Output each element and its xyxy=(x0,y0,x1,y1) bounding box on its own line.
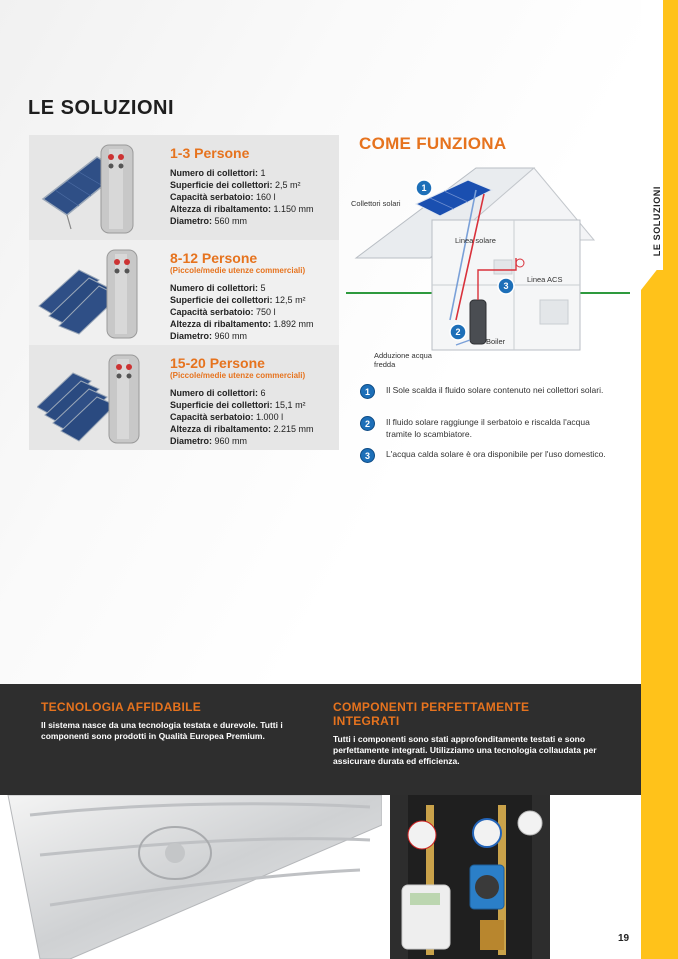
product-text xyxy=(170,355,340,447)
spec-row xyxy=(170,203,340,215)
spec-row xyxy=(170,435,340,447)
spec-label: Diametro: xyxy=(170,436,213,446)
feature-reliable xyxy=(41,700,301,742)
spec-value: 160 l xyxy=(256,192,276,202)
spec-value: 12,5 m² xyxy=(275,295,306,305)
spec-label: Diametro: xyxy=(170,216,213,226)
feature-text: Tutti i componenti sono stati approfonditamente testati e sono perfettamente integrati. Utilizziamo una tecnologia collaudata per assicurare durata ed efficienza. xyxy=(333,734,597,766)
label-linea-acs: Linea ACS xyxy=(527,275,563,284)
spec-value: 1 xyxy=(260,168,266,178)
step-item xyxy=(360,416,630,448)
spec-value: 15,1 m² xyxy=(275,400,306,410)
features-band xyxy=(0,684,641,795)
page-title: LE SOLUZIONI xyxy=(28,97,174,119)
label-collettori: Collettori solari xyxy=(351,199,401,208)
step-text: Il fluido solare raggiunge il serbatoio e riscalda l'acqua tramite lo scambiatore. xyxy=(386,417,590,439)
spec-value: 5 xyxy=(260,283,266,293)
spec-value: 2.215 mm xyxy=(273,424,314,434)
spec-label: Superficie dei collettori: xyxy=(170,400,273,410)
pump-station-photo xyxy=(390,795,550,959)
spec-list xyxy=(170,167,340,227)
spec-value: 560 mm xyxy=(214,216,248,226)
spec-label: Superficie dei collettori: xyxy=(170,295,273,305)
side-section-label: LE SOLUZIONI xyxy=(652,186,662,257)
svg-text:1: 1 xyxy=(421,183,427,193)
feature-title: TECNOLOGIA AFFIDABILE xyxy=(41,700,202,714)
spec-row xyxy=(170,330,340,342)
spec-label: Capacità serbatoio: xyxy=(170,307,254,317)
product-subtitle: (Piccole/medie utenze commerciali) xyxy=(170,266,306,275)
spec-value: 960 mm xyxy=(214,436,248,446)
spec-row xyxy=(170,215,340,227)
product-list xyxy=(29,135,339,451)
spec-row xyxy=(170,387,340,399)
step-item xyxy=(360,448,630,480)
spec-value: 2,5 m² xyxy=(275,180,301,190)
product-text xyxy=(170,250,340,342)
page-number: 19 xyxy=(618,933,630,944)
step-number: 3 xyxy=(360,448,375,463)
label-adduzione: Adduzione acqua fredda xyxy=(374,351,432,369)
feature-text: Il sistema nasce da una tecnologia testata e durevole. Tutti i componenti sono prodotti in Qualità Europea Premium. xyxy=(41,720,283,741)
product-subtitle: (Piccole/medie utenze commerciali) xyxy=(170,371,306,380)
spec-label: Altezza di ribaltamento: xyxy=(170,204,272,214)
spec-label: Numero di collettori: xyxy=(170,388,259,398)
solar-kit-medium-image xyxy=(37,246,167,341)
how-it-works-title: COME FUNZIONA xyxy=(359,134,507,153)
spec-value: 1.892 mm xyxy=(273,319,314,329)
product-text xyxy=(170,145,340,227)
side-strip-notch xyxy=(641,262,663,290)
spec-label: Altezza di ribaltamento: xyxy=(170,319,272,329)
svg-text:2: 2 xyxy=(455,327,461,337)
spec-label: Numero di collettori: xyxy=(170,168,259,178)
spec-value: 960 mm xyxy=(214,331,248,341)
spec-row xyxy=(170,282,340,294)
spec-value: 750 l xyxy=(256,307,276,317)
steps-list xyxy=(360,384,630,480)
product-card-15-20 xyxy=(29,345,339,450)
product-title: 8-12 Persone xyxy=(170,250,258,266)
spec-row xyxy=(170,306,340,318)
product-card-1-3 xyxy=(29,135,339,240)
label-boiler: Boiler xyxy=(486,337,506,346)
spec-row xyxy=(170,294,340,306)
spec-value: 1.150 mm xyxy=(273,204,314,214)
spec-row xyxy=(170,167,340,179)
spec-list xyxy=(170,282,340,342)
spec-label: Altezza di ribaltamento: xyxy=(170,424,272,434)
spec-row xyxy=(170,191,340,203)
spec-list xyxy=(170,387,340,447)
spec-row xyxy=(170,399,340,411)
label-linea-solare: Linea solare xyxy=(455,236,496,245)
spec-label: Capacità serbatoio: xyxy=(170,192,254,202)
spec-label: Capacità serbatoio: xyxy=(170,412,254,422)
spec-row xyxy=(170,411,340,423)
step-number: 1 xyxy=(360,384,375,399)
solar-kit-large-image xyxy=(37,351,167,446)
product-title: 1-3 Persone xyxy=(170,145,250,161)
step-text: L'acqua calda solare è ora disponibile per l'uso domestico. xyxy=(386,449,606,459)
feature-title: COMPONENTI PERFETTAMENTE INTEGRATI xyxy=(333,700,530,728)
solar-collector-photo xyxy=(0,795,382,959)
spec-label: Superficie dei collettori: xyxy=(170,180,273,190)
spec-value: 6 xyxy=(260,388,266,398)
solar-kit-small-image xyxy=(37,141,167,236)
spec-label: Diametro: xyxy=(170,331,213,341)
step-item xyxy=(360,384,630,416)
step-number: 2 xyxy=(360,416,375,431)
step-text: Il Sole scalda il fluido solare contenuto nei collettori solari. xyxy=(386,385,604,395)
spec-label: Numero di collettori: xyxy=(170,283,259,293)
product-card-8-12 xyxy=(29,240,339,345)
svg-text:3: 3 xyxy=(503,281,509,291)
spec-value: 1.000 l xyxy=(256,412,284,422)
spec-row xyxy=(170,318,340,330)
spec-row xyxy=(170,179,340,191)
feature-integrated xyxy=(333,700,608,767)
spec-row xyxy=(170,423,340,435)
product-title: 15-20 Persone xyxy=(170,355,265,371)
